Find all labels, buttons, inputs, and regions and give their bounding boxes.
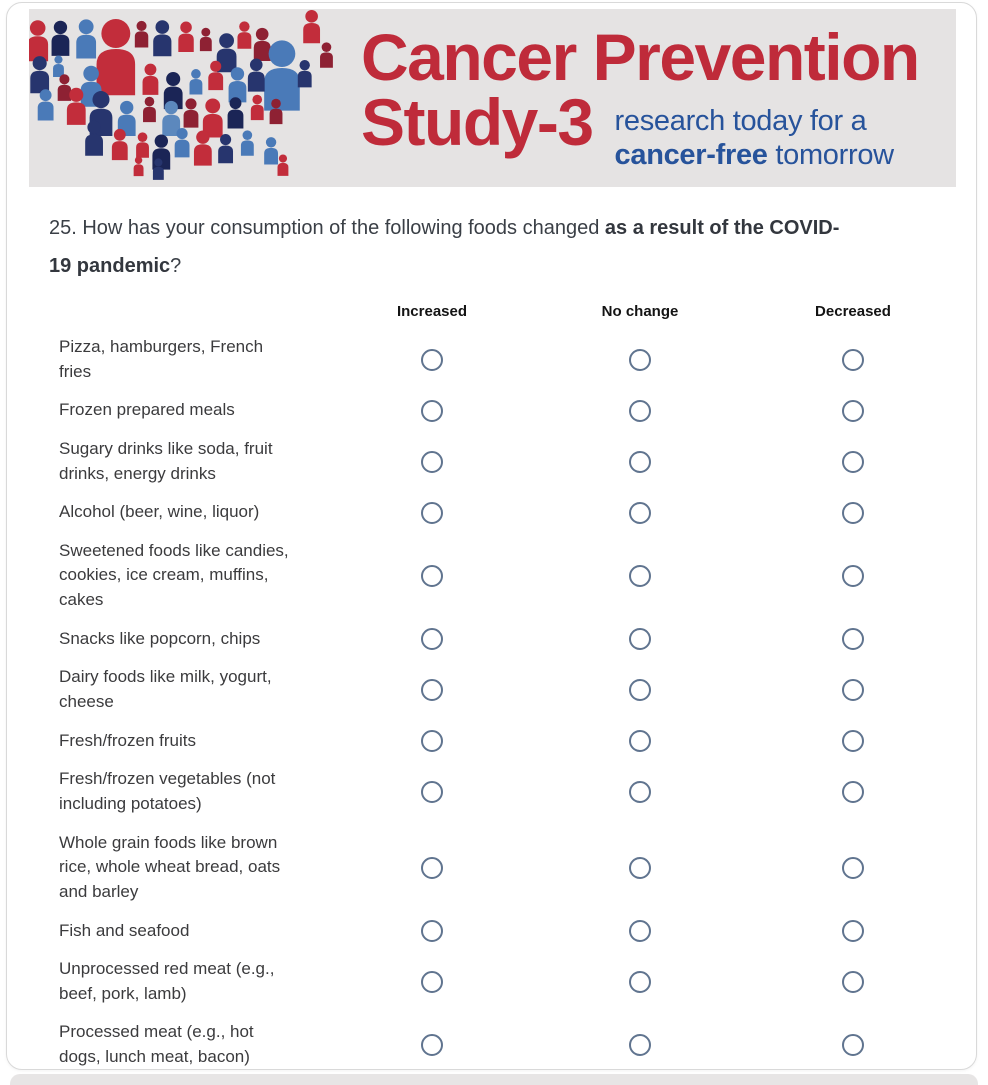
cps3-banner: [29, 9, 956, 187]
cps3-logo-us-map-of-people-icon: [29, 9, 351, 187]
radio-whole-grain-increased[interactable]: [421, 857, 443, 879]
radio-alcohol-no-change[interactable]: [629, 502, 651, 524]
radio-processed-meat-increased[interactable]: [421, 1034, 443, 1056]
row-label: Frozen prepared meals: [59, 400, 235, 420]
radio-alcohol-increased[interactable]: [421, 502, 443, 524]
table-row-sweetened-foods: [59, 532, 976, 620]
radio-fruits-increased[interactable]: [421, 730, 443, 752]
row-label: Dairy foods like milk, yogurt, cheese: [59, 667, 272, 712]
radio-frozen-meals-no-change[interactable]: [629, 400, 651, 422]
study-title-line2: Study-3: [361, 84, 593, 159]
radio-snacks-no-change[interactable]: [629, 628, 651, 650]
table-row-frozen-meals: [59, 391, 976, 430]
question-prefix: 25. How has your consumption of the following foods changed: [49, 217, 605, 239]
radio-alcohol-decreased[interactable]: [842, 502, 864, 524]
table-row-sugary-drinks: [59, 430, 976, 493]
radio-processed-meat-no-change[interactable]: [629, 1034, 651, 1056]
row-label: Alcohol (beer, wine, liquor): [59, 502, 260, 522]
radio-dairy-increased[interactable]: [421, 679, 443, 701]
question-25-text: [49, 209, 857, 285]
next-section-peek: [10, 1074, 978, 1085]
study-title-block: [351, 9, 956, 187]
radio-fish-increased[interactable]: [421, 920, 443, 942]
row-label: Whole grain foods like brown rice, whole wheat bread, oats and barley: [59, 832, 281, 901]
radio-unprocessed-meat-no-change[interactable]: [629, 971, 651, 993]
radio-fruits-no-change[interactable]: [629, 730, 651, 752]
radio-fruits-decreased[interactable]: [842, 730, 864, 752]
table-row-pizza: [59, 328, 976, 391]
radio-dairy-decreased[interactable]: [842, 679, 864, 701]
radio-unprocessed-meat-increased[interactable]: [421, 971, 443, 993]
radio-sugary-drinks-decreased[interactable]: [842, 451, 864, 473]
table-row-fruits: [59, 722, 976, 761]
row-label: Sugary drinks like soda, fruit drinks, energy drinks: [59, 438, 273, 483]
row-label: Processed meat (e.g., hot dogs, lunch meat, bacon): [59, 1022, 254, 1067]
column-header-increased: Increased: [396, 303, 468, 320]
radio-processed-meat-decreased[interactable]: [842, 1034, 864, 1056]
radio-pizza-decreased[interactable]: [842, 349, 864, 371]
row-label: Fish and seafood: [59, 920, 190, 940]
row-label: Unprocessed red meat (e.g., beef, pork, lamb): [59, 959, 275, 1003]
table-row-dairy: [59, 658, 976, 721]
radio-fish-no-change[interactable]: [629, 920, 651, 942]
table-row-vegetables: [59, 760, 976, 823]
survey-card: [6, 2, 977, 1070]
radio-vegetables-no-change[interactable]: [629, 781, 651, 803]
radio-fish-decreased[interactable]: [842, 920, 864, 942]
radio-frozen-meals-decreased[interactable]: [842, 400, 864, 422]
table-row-alcohol: [59, 493, 976, 532]
question-suffix: ?: [170, 255, 182, 277]
tagline-bold: cancer-free: [614, 139, 768, 172]
table-row-processed-meat: [59, 1013, 976, 1070]
radio-whole-grain-no-change[interactable]: [629, 857, 651, 879]
radio-snacks-decreased[interactable]: [842, 628, 864, 650]
table-row-whole-grain: [59, 824, 976, 912]
table-row-snacks: [59, 620, 976, 659]
table-row-unprocessed-meat: [59, 950, 976, 1013]
column-header-no-change: No change: [601, 303, 679, 320]
tagline-line1: research today for a: [614, 104, 867, 137]
row-label: Fresh/frozen vegetables (not including potatoes): [59, 769, 276, 813]
row-label: Fresh/frozen fruits: [59, 730, 196, 750]
radio-pizza-increased[interactable]: [421, 349, 443, 371]
radio-sugary-drinks-increased[interactable]: [421, 451, 443, 473]
radio-sugary-drinks-no-change[interactable]: [629, 451, 651, 473]
row-label: Snacks like popcorn, chips: [59, 628, 261, 648]
radio-vegetables-increased[interactable]: [421, 781, 443, 803]
row-label: Sweetened foods like candies, cookies, ice cream, muffins, cakes: [59, 540, 289, 610]
question-bold: as a result of the COVID-19 pandemic: [49, 217, 840, 277]
study-title-line1: Cancer Prevention: [361, 20, 919, 94]
radio-snacks-increased[interactable]: [421, 628, 443, 650]
radio-pizza-no-change[interactable]: [629, 349, 651, 371]
radio-dairy-no-change[interactable]: [629, 679, 651, 701]
study-tagline: [615, 104, 894, 174]
food-change-matrix: [7, 303, 976, 1070]
radio-whole-grain-decreased[interactable]: [842, 857, 864, 879]
radio-sweetened-foods-no-change[interactable]: [629, 565, 651, 587]
radio-sweetened-foods-increased[interactable]: [421, 565, 443, 587]
radio-unprocessed-meat-decreased[interactable]: [842, 971, 864, 993]
tagline-rest: tomorrow: [767, 139, 894, 172]
radio-frozen-meals-increased[interactable]: [421, 400, 443, 422]
row-label: Pizza, hamburgers, French fries: [59, 337, 264, 381]
matrix-header-row: [59, 303, 976, 320]
column-header-decreased: Decreased: [815, 303, 891, 320]
radio-vegetables-decreased[interactable]: [842, 781, 864, 803]
table-row-fish: [59, 912, 976, 951]
radio-sweetened-foods-decreased[interactable]: [842, 565, 864, 587]
